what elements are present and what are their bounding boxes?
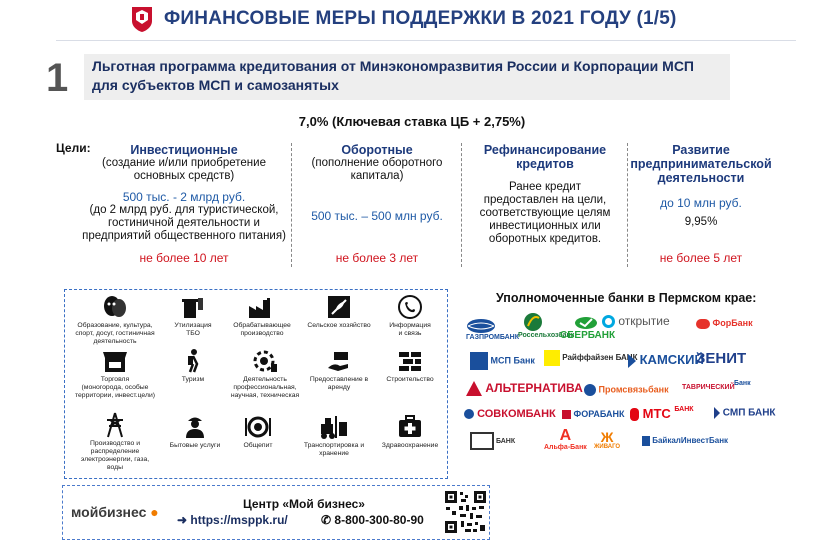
sector-label: электроэнергии, газа, bbox=[80, 456, 150, 463]
goal-amount: 500 тыс. - 2 млрд руб. bbox=[122, 190, 246, 204]
goal-note-line: (до 2 млрд руб. для туристической, bbox=[89, 204, 279, 216]
sector-label: (моногорода, особые bbox=[81, 384, 149, 391]
factory-icon bbox=[247, 294, 277, 320]
bank-name: МСП Банк bbox=[490, 355, 535, 366]
moi-biznes-banner bbox=[62, 485, 490, 540]
bank-logo bbox=[466, 381, 583, 396]
phone-icon: ✆ bbox=[321, 513, 332, 527]
center-name: Центр «Мой бизнес» bbox=[243, 497, 365, 511]
sector-label: и связь bbox=[398, 330, 422, 337]
bank-name: МТС bbox=[642, 406, 671, 421]
column-divider bbox=[291, 143, 292, 267]
bank-logo bbox=[696, 350, 746, 367]
bank-logo bbox=[642, 436, 728, 446]
sector-label: Предоставление в bbox=[309, 376, 369, 383]
sector-label: Бытовые услуги bbox=[169, 442, 221, 449]
sector-healthcare bbox=[377, 414, 443, 450]
goals-label: Цели: bbox=[56, 141, 91, 155]
bank-logo bbox=[470, 432, 515, 450]
raiffeisen-logo-icon bbox=[544, 350, 560, 366]
goal-note-line: гостиничной деятельности и bbox=[108, 217, 260, 229]
power-tower-icon bbox=[102, 412, 128, 438]
goal-term: не более 10 лет bbox=[139, 251, 229, 265]
bank-logo bbox=[562, 409, 625, 419]
alfa-logo-icon: A bbox=[559, 427, 572, 444]
goal-desc-line: оборотных кредитов. bbox=[488, 233, 602, 245]
bank-logo bbox=[470, 352, 535, 370]
goal-amount: до 10 млн руб. bbox=[660, 196, 742, 210]
goal-desc-line: капитала) bbox=[350, 170, 404, 182]
alternativa-logo-icon bbox=[466, 381, 482, 396]
bank-logo bbox=[464, 408, 556, 420]
forklift-icon bbox=[319, 414, 349, 440]
moi-biznes-brand bbox=[71, 504, 159, 520]
shop-icon bbox=[101, 348, 129, 374]
interest-rate: 7,0% (Ключевая ставка ЦБ + 2,75%) bbox=[298, 114, 526, 129]
worker-icon bbox=[182, 414, 208, 440]
goal-investment bbox=[78, 143, 290, 267]
goal-rate: 9,95% bbox=[684, 216, 718, 228]
forbank-logo-icon bbox=[696, 319, 710, 329]
sector-label: хранение bbox=[319, 450, 349, 457]
website-url[interactable]: https://msppk.ru/ bbox=[190, 513, 288, 527]
sector-label: научная, техническая bbox=[230, 392, 300, 399]
goal-desc-line: (создание и/или приобретение bbox=[102, 157, 266, 169]
bank-name: Альфа-Банк bbox=[544, 444, 587, 451]
sector-label: Туризм bbox=[181, 376, 205, 383]
sector-label: Сельское хозяйство bbox=[307, 322, 371, 329]
goal-note-line: предприятий общественного питания) bbox=[82, 230, 286, 242]
bank-name: КАМСКИЙ bbox=[639, 352, 704, 367]
goal-working-capital bbox=[294, 143, 460, 267]
sector-information bbox=[377, 294, 443, 338]
bank-name: СМП БАНК bbox=[722, 407, 776, 419]
goal-refinancing bbox=[466, 143, 624, 267]
sector-professional bbox=[223, 348, 307, 400]
sector-construction bbox=[377, 348, 443, 384]
sector-label: Образование, культура, bbox=[77, 322, 153, 329]
goal-title: Инвестиционные bbox=[130, 143, 238, 157]
goal-desc-line: Ранее кредит bbox=[509, 181, 581, 193]
bank-name: ЖИВАГО bbox=[594, 444, 621, 450]
baikal-logo-icon bbox=[642, 436, 650, 446]
sector-label: Торговля bbox=[100, 376, 130, 383]
bank-name: ФОРАБАНК bbox=[573, 409, 625, 419]
sector-education bbox=[69, 294, 161, 346]
bank-logo bbox=[544, 350, 637, 366]
otkritie-logo-icon bbox=[602, 315, 615, 328]
goal-desc-line: инвестиционных или bbox=[489, 220, 601, 232]
msp-logo-icon bbox=[470, 352, 488, 370]
globe-logo-icon bbox=[466, 318, 496, 334]
sector-label: Информация bbox=[389, 322, 431, 329]
generic-bank-logo-icon bbox=[470, 432, 494, 450]
section-title-line-2: для субъектов МСП и самозанятых bbox=[92, 77, 339, 93]
bank-logo bbox=[628, 352, 704, 368]
sector-manufacturing bbox=[223, 294, 301, 338]
brand-name: мойбизнес bbox=[71, 504, 147, 520]
brand-marker-icon: ● bbox=[150, 504, 159, 520]
bank-logo bbox=[714, 407, 776, 419]
banks-title: Уполномоченные банки в Пермском крае: bbox=[496, 291, 757, 305]
goal-desc-line: соответствующие целям bbox=[479, 207, 611, 219]
column-divider bbox=[627, 143, 628, 267]
sector-label: Производство и bbox=[89, 440, 140, 447]
dining-icon bbox=[244, 414, 272, 440]
bank-logo bbox=[682, 384, 735, 391]
coat-of-arms-icon bbox=[130, 5, 154, 33]
bank-name: ЗЕНИТ bbox=[696, 350, 747, 367]
sectors-panel bbox=[64, 289, 448, 479]
phone-text[interactable]: 8-800-300-80-90 bbox=[334, 513, 424, 527]
sector-label: Обрабатывающее bbox=[233, 322, 291, 329]
goal-desc-line: основных средств) bbox=[133, 170, 235, 182]
bank-name: СОВКОМБАНК bbox=[477, 408, 556, 420]
hiker-icon bbox=[180, 348, 206, 374]
sector-label: Здравоохранение bbox=[381, 442, 439, 449]
sector-label: аренду bbox=[327, 384, 351, 391]
sector-trade bbox=[69, 348, 161, 400]
goal-term: не более 5 лет bbox=[659, 251, 743, 265]
bank-name: БайкалИнвестБанк bbox=[652, 436, 729, 446]
sector-waste bbox=[163, 294, 223, 338]
qr-code-icon[interactable] bbox=[443, 489, 488, 535]
bank-logo bbox=[734, 380, 751, 387]
sector-label: Деятельность bbox=[243, 376, 287, 383]
column-divider bbox=[461, 143, 462, 267]
goal-desc-line: предоставлен на цели, bbox=[483, 194, 607, 206]
goal-title: Рефинансирование кредитов bbox=[483, 143, 607, 171]
bank-name: открытие bbox=[618, 314, 670, 328]
section-title bbox=[84, 54, 730, 100]
header-divider bbox=[56, 40, 796, 41]
bank-logo bbox=[584, 384, 669, 396]
waste-bin-icon bbox=[180, 294, 206, 320]
sector-label: Транспортировка и bbox=[303, 442, 365, 449]
section-number: 1 bbox=[46, 56, 69, 100]
bank-name: ТАВРИЧЕСКИЙ bbox=[682, 384, 735, 391]
bank-name: СБЕРБАНК bbox=[560, 330, 616, 341]
goal-desc-line: (пополнение оборотного bbox=[311, 157, 443, 169]
sector-catering bbox=[227, 414, 289, 450]
bank-logo bbox=[594, 430, 620, 450]
theater-masks-icon bbox=[102, 294, 128, 320]
page-title: ФИНАНСОВЫЕ МЕРЫ ПОДДЕРЖКИ В 2021 ГОДУ (1/5) bbox=[164, 8, 677, 29]
sector-agriculture bbox=[303, 294, 375, 330]
goal-term: не более 3 лет bbox=[335, 251, 419, 265]
sector-tourism bbox=[163, 348, 223, 384]
sovcombank-logo-icon bbox=[464, 409, 474, 419]
sector-label: деятельность bbox=[93, 338, 137, 345]
bank-logo bbox=[696, 318, 753, 329]
sector-label: ТБО bbox=[186, 330, 200, 337]
bank-name: ГАЗПРОМБАНК bbox=[466, 334, 519, 341]
bank-logo bbox=[630, 406, 694, 421]
first-aid-icon bbox=[397, 414, 423, 440]
bank-name: АЛЬТЕРНАТИВА bbox=[485, 381, 583, 395]
mts-logo-icon bbox=[630, 408, 639, 421]
sector-energy bbox=[69, 412, 161, 472]
cursor-icon: ➜ bbox=[177, 513, 188, 527]
section-title-line-1: Льготная программа кредитования от Минэкономразвития России и Корпорации МСП bbox=[92, 58, 694, 74]
bank-logo bbox=[602, 314, 670, 328]
bank-name-small: БАНК bbox=[674, 406, 694, 413]
bank-name: ФорБанк bbox=[712, 318, 753, 328]
leaf-logo-icon bbox=[522, 312, 544, 332]
sector-label: Общепит bbox=[243, 442, 273, 449]
sector-label: территории, инвест.цели) bbox=[74, 392, 156, 399]
bank-logo bbox=[544, 428, 587, 451]
sector-consumer-services bbox=[163, 414, 227, 450]
wheat-icon bbox=[326, 294, 352, 320]
sector-label: производство bbox=[240, 330, 284, 337]
goal-business-development bbox=[630, 143, 772, 267]
sector-label: Утилизация bbox=[174, 322, 212, 329]
website-link[interactable] bbox=[177, 513, 288, 527]
goal-title-line: Развитие bbox=[672, 143, 730, 157]
bank-name: Райффайзен БАНК bbox=[562, 353, 638, 363]
sector-rent bbox=[303, 348, 375, 392]
goal-title-line: деятельности bbox=[657, 171, 745, 185]
forabank-logo-icon bbox=[562, 410, 571, 419]
bricks-icon bbox=[397, 348, 423, 374]
phone-icon bbox=[397, 294, 423, 320]
bank-logo bbox=[466, 318, 519, 341]
sector-label: профессиональная, bbox=[233, 384, 297, 391]
goal-title-line: предпринимательской bbox=[630, 157, 772, 171]
sector-transport bbox=[291, 414, 377, 458]
bank-name: Банк bbox=[734, 380, 751, 387]
goal-title: Оборотные bbox=[341, 143, 413, 157]
page-header bbox=[0, 0, 824, 44]
psb-logo-icon bbox=[584, 384, 596, 396]
bank-name: Россельхозбанк bbox=[518, 332, 575, 339]
sector-label: воды bbox=[106, 464, 124, 471]
sector-label: распределение bbox=[90, 448, 140, 455]
bank-name: Промсвязьбанк bbox=[598, 384, 669, 395]
sber-logo-icon bbox=[574, 316, 598, 330]
smp-logo-icon bbox=[714, 407, 720, 419]
professional-icon bbox=[251, 348, 279, 374]
rent-hand-icon bbox=[326, 348, 352, 374]
zhivago-logo-icon: Ж bbox=[600, 429, 614, 445]
sector-label: Строительство bbox=[386, 376, 434, 383]
kamsky-logo-icon bbox=[628, 354, 636, 368]
goal-amount: 500 тыс. – 500 млн руб. bbox=[311, 209, 443, 223]
phone-number[interactable] bbox=[321, 513, 424, 527]
sector-label: спорт, досуг, гостиничная bbox=[75, 330, 155, 337]
bank-name: БАНК bbox=[495, 437, 516, 445]
